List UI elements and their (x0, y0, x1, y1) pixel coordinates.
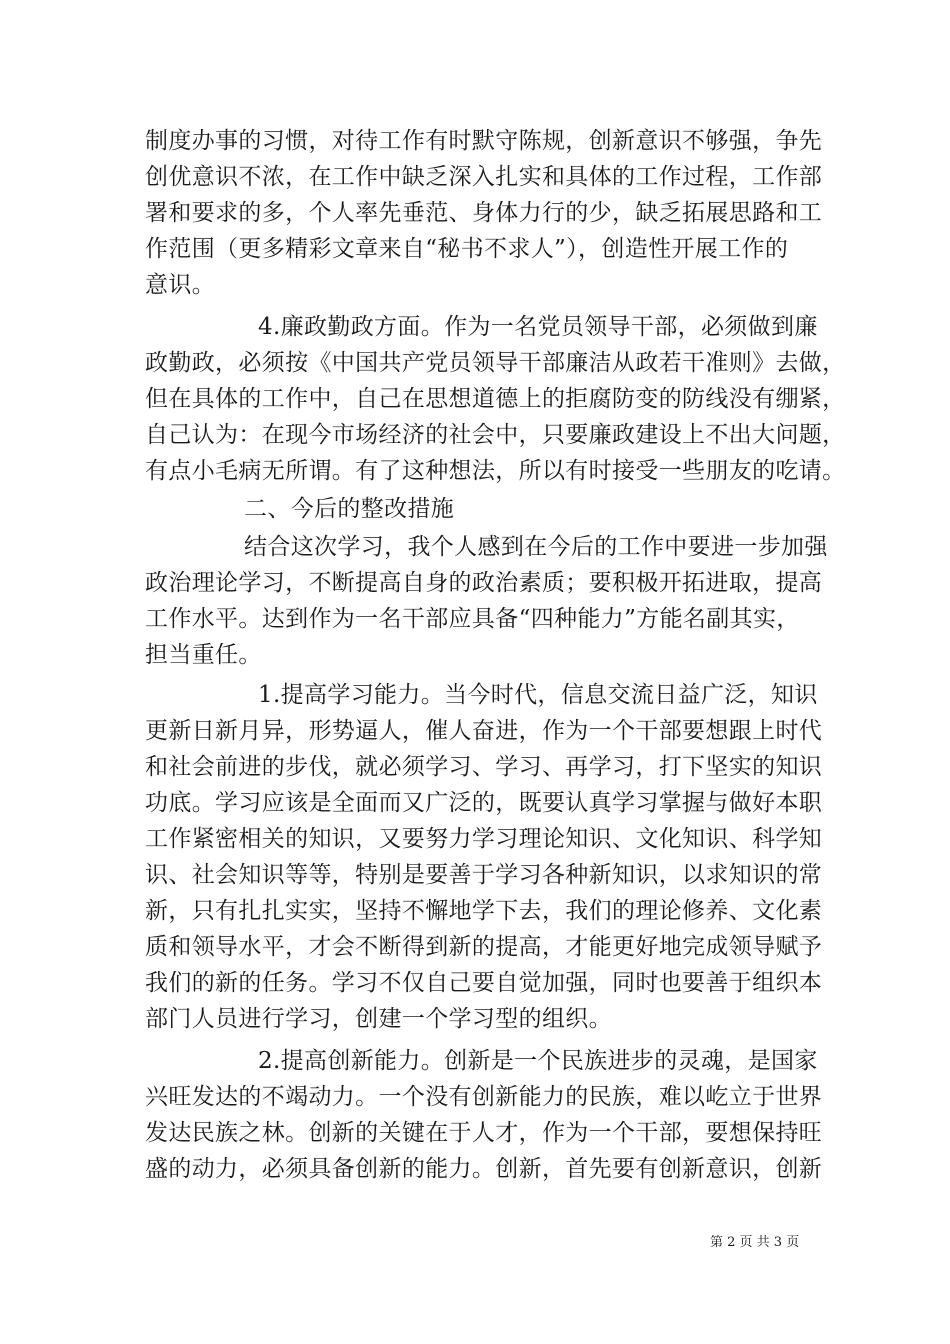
text-line: 兴旺发达的不竭动力。一个没有创新能力的民族，难以屹立于世界 (145, 1084, 823, 1110)
text-line: 作范围（更多精彩文章来自“秘书不求人”），创造性开展工作的 (145, 236, 789, 262)
text-line: 政治理论学习，不断提高自身的政治素质；要积极开拓进取，提高 (145, 570, 823, 596)
text-line: 发达民族之林。创新的关键在于人才，作为一个干部，要想保持旺 (145, 1120, 823, 1146)
text-line: 自己认为：在现今市场经济的社会中，只要廉政建设上不出大问题， (145, 422, 846, 448)
text-line: 质和领导水平，才会不断得到新的提高，才能更好地完成领导赋予 (145, 934, 823, 960)
text-line-indented: 1.提高学习能力。当今时代，信息交流日益广泛，知识 (258, 682, 818, 708)
text-line: 我们的新的任务。学习不仅自己要自觉加强，同时也要善于组织本 (145, 970, 823, 996)
text-line: 工作紧密相关的知识，又要努力学习理论知识、文化知识、科学知 (145, 826, 823, 852)
text-line: 意识。 (145, 272, 216, 298)
text-line: 更新日新月异，形势逼人，催人奋进，作为一个干部要想跟上时代 (145, 718, 823, 744)
text-line: 工作水平。达到作为一名干部应具备“四种能力”方能名副其实， (145, 606, 800, 632)
section-heading: 二、今后的整改措施 (244, 496, 455, 522)
page-number: 第 2 页 共 3 页 (710, 1235, 800, 1250)
text-line: 创优意识不浓，在工作中缺乏深入扎实和具体的工作过程，工作部 (145, 164, 823, 190)
text-line: 署和要求的多，个人率先垂范、身体力行的少，缺乏拓展思路和工 (145, 200, 823, 226)
text-line: 制度办事的习惯，对待工作有时默守陈规，创新意识不够强，争先 (145, 128, 823, 154)
text-line: 盛的动力，必须具备创新的能力。创新，首先要有创新意识，创新 (145, 1156, 823, 1182)
text-line: 新，只有扎扎实实，坚持不懈地学下去，我们的理论修养、文化素 (145, 898, 823, 924)
text-line: 有点小毛病无所谓。有了这种想法，所以有时接受一些朋友的吃请。 (145, 458, 846, 484)
text-line-indented: 2.提高创新能力。创新是一个民族进步的灵魂，是国家 (258, 1048, 818, 1074)
text-line: 和社会前进的步伐，就必须学习、学习、再学习，打下坚实的知识 (145, 754, 823, 780)
text-line: 政勤政，必须按《中国共产党员领导干部廉洁从政若干准则》去做， (145, 350, 846, 376)
text-line: 部门人员进行学习，创建一个学习型的组织。 (145, 1006, 612, 1032)
text-line-indented: 结合这次学习，我个人感到在今后的工作中要进一步加强 (244, 534, 828, 560)
text-line-indented: 4.廉政勤政方面。作为一名党员领导干部，必须做到廉 (258, 314, 818, 340)
text-line: 识、社会知识等等，特别是要善于学习各种新知识，以求知识的常 (145, 862, 823, 888)
text-line: 担当重任。 (145, 642, 262, 668)
text-line: 但在具体的工作中，自己在思想道德上的拒腐防变的防线没有绷紧， (145, 386, 846, 412)
text-line: 功底。学习应该是全面而又广泛的，既要认真学习掌握与做好本职 (145, 790, 823, 816)
